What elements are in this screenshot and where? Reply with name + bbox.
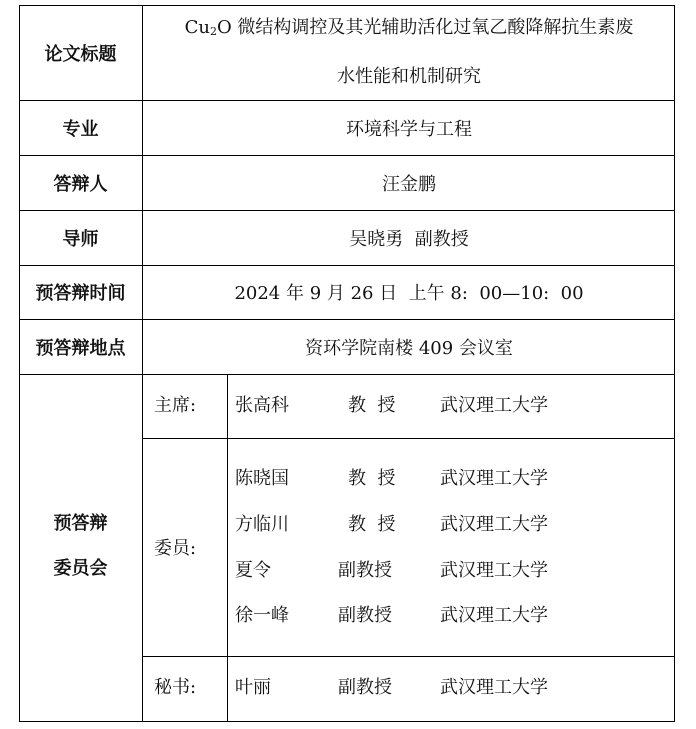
thesis-title-line2: 水性能和机制研究: [337, 66, 481, 87]
major-label: 专业: [62, 118, 99, 140]
secretary-org: 武汉理工大学: [440, 677, 548, 698]
advisor-value: 吴晓勇 副教授: [349, 228, 469, 250]
member-name: 徐一峰: [235, 605, 289, 626]
thesis-title-subscript: 2: [209, 25, 217, 38]
secretary-name: 叶丽: [235, 677, 271, 698]
thesis-title-cu: Cu: [184, 17, 210, 38]
column-divider: [227, 374, 228, 722]
major-value: 环境科学与工程: [346, 118, 472, 140]
member-title: 教 授: [348, 514, 396, 535]
place-label: 预答辩地点: [35, 337, 126, 359]
thesis-title-rest: O 微结构调控及其光辅助活化过氧乙酸降解抗生素废: [216, 17, 634, 38]
committee-label-line2: 委员会: [53, 558, 108, 579]
chair-title: 教 授: [348, 395, 396, 416]
member-org: 武汉理工大学: [440, 468, 548, 489]
chair-name: 张高科: [235, 395, 289, 416]
defense-info-table: [19, 5, 675, 722]
time-value: 2024 年 9 月 26 日 上午 8: 00—10: 00: [234, 283, 584, 304]
advisor-label: 导师: [62, 228, 99, 250]
member-name: 陈晓国: [235, 468, 289, 489]
defender-label: 答辩人: [53, 173, 108, 195]
defender-value: 汪金鹏: [382, 173, 436, 195]
table-border-bottom: [19, 721, 675, 722]
member-org: 武汉理工大学: [440, 514, 548, 535]
members-role: 委员:: [154, 538, 197, 559]
member-title: 副教授: [338, 560, 392, 581]
time-label: 预答辩时间: [35, 283, 126, 304]
chair-org: 武汉理工大学: [440, 395, 548, 416]
committee-label-line1: 预答辩: [53, 513, 108, 534]
member-name: 方临川: [235, 514, 289, 535]
secretary-title: 副教授: [338, 677, 392, 698]
row-divider: [19, 374, 675, 375]
member-title: 教 授: [348, 468, 396, 489]
member-org: 武汉理工大学: [440, 605, 548, 626]
member-title: 副教授: [338, 605, 392, 626]
chair-role: 主席:: [154, 395, 197, 416]
row-divider: [143, 656, 675, 657]
member-org: 武汉理工大学: [440, 560, 548, 581]
place-value: 资环学院南楼 409 会议室: [305, 337, 513, 359]
row-divider: [143, 438, 675, 439]
title-label: 论文标题: [44, 43, 117, 65]
thesis-title-line1: [143, 17, 675, 41]
member-name: 夏令: [235, 560, 271, 581]
secretary-role: 秘书:: [154, 677, 197, 698]
